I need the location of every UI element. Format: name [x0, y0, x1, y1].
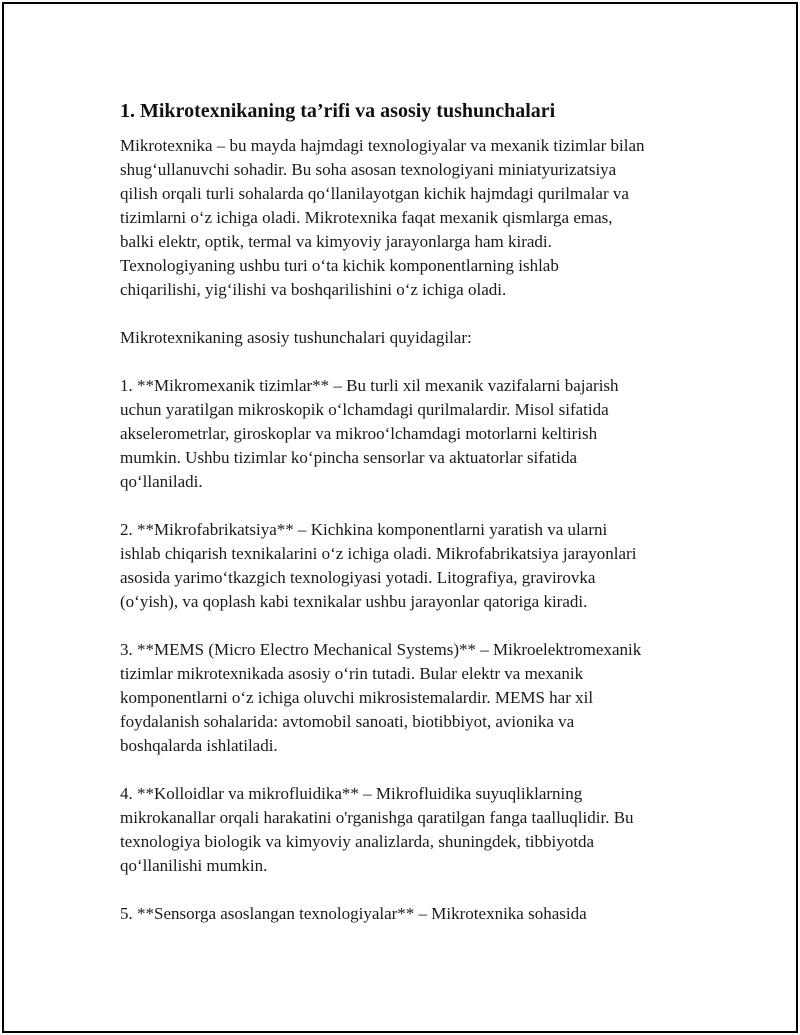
text-line: boshqalarda ishlatiladi.	[120, 736, 278, 755]
text-line: Texnologiyaning ushbu turi o‘ta kichik komponentlarning ishlab	[120, 256, 559, 275]
text-line: (o‘yish), va qoplash kabi texnikalar ushbu jarayonlar qatoriga kiradi.	[120, 592, 588, 611]
text-line: 4. **Kolloidlar va mikrofluidika** – Mikrofluidika suyuqliklarning	[120, 784, 583, 803]
text-line: Mikrotexnika – bu mayda hajmdagi texnologiyalar va mexanik tizimlar bilan	[120, 136, 645, 155]
text-line: 2. **Mikrofabrikatsiya** – Kichkina komponentlarni yaratish va ularni	[120, 520, 608, 539]
text-line: 5. **Sensorga asoslangan texnologiyalar** – Mikrotexnika sohasida	[120, 904, 587, 923]
text-line: tizimlarni o‘z ichiga oladi. Mikrotexnika faqat mexanik qismlarga emas,	[120, 208, 613, 227]
text-line: qilish orqali turli sohalarda qo‘llanilayotgan kichik hajmdagi qurilmalar va	[120, 184, 629, 203]
text-line: mumkin. Ushbu tizimlar ko‘pincha sensorlar va aktuatorlar sifatida	[120, 448, 577, 467]
text-line: qo‘llanilishi mumkin.	[120, 856, 268, 875]
paragraph-list-intro	[120, 326, 700, 350]
text-line: chiqarilishi, yig‘ilishi va boshqarilishini o‘z ichiga oladi.	[120, 280, 507, 299]
text-line: uchun yaratilgan mikroskopik o‘lchamdagi qurilmalardir. Misol sifatida	[120, 400, 609, 419]
document-content	[120, 98, 700, 950]
list-item-1	[120, 374, 700, 494]
text-line: tizimlar mikrotexnikada asosiy o‘rin tutadi. Bular elektr va mexanik	[120, 664, 584, 683]
text-line: foydalanish sohalarida: avtomobil sanoati, biotibbiyot, avionika va	[120, 712, 575, 731]
text-line: shug‘ullanuvchi sohadir. Bu soha asosan texnologiyani miniatyurizatsiya	[120, 160, 617, 179]
text-line: qo‘llaniladi.	[120, 472, 203, 491]
list-item-3	[120, 638, 700, 758]
section-heading: 1. Mikrotexnikaning ta’rifi va asosiy tushunchalari	[120, 100, 556, 122]
text-line: balki elektr, optik, termal va kimyoviy jarayonlarga ham kiradi.	[120, 232, 552, 251]
paragraph-intro	[120, 134, 700, 302]
text-line: 1. **Mikromexanik tizimlar** – Bu turli xil mexanik vazifalarni bajarish	[120, 376, 619, 395]
list-item-5	[120, 902, 700, 926]
text-line: texnologiya biologik va kimyoviy analizlarda, shuningdek, tibbiyotda	[120, 832, 595, 851]
document-page	[2, 2, 798, 1033]
text-line: asosida yarimo‘tkazgich texnologiyasi yotadi. Litografiya, gravirovka	[120, 568, 596, 587]
text-line: 3. **MEMS (Micro Electro Mechanical Systems)** – Mikroelektromexanik	[120, 640, 642, 659]
list-item-4	[120, 782, 700, 878]
text-line: mikrokanallar orqali harakatini o'rganishga qaratilgan fanga taalluqlidir. Bu	[120, 808, 634, 827]
text-line: ishlab chiqarish texnikalarini o‘z ichiga oladi. Mikrofabrikatsiya jarayonlari	[120, 544, 637, 563]
text-line: komponentlarni o‘z ichiga oluvchi mikrosistemalardir. MEMS har xil	[120, 688, 594, 707]
text-line: Mikrotexnikaning asosiy tushunchalari quyidagilar:	[120, 328, 472, 347]
text-line: akselerometrlar, giroskoplar va mikroo‘lchamdagi motorlarni keltirish	[120, 424, 598, 443]
list-item-2	[120, 518, 700, 614]
